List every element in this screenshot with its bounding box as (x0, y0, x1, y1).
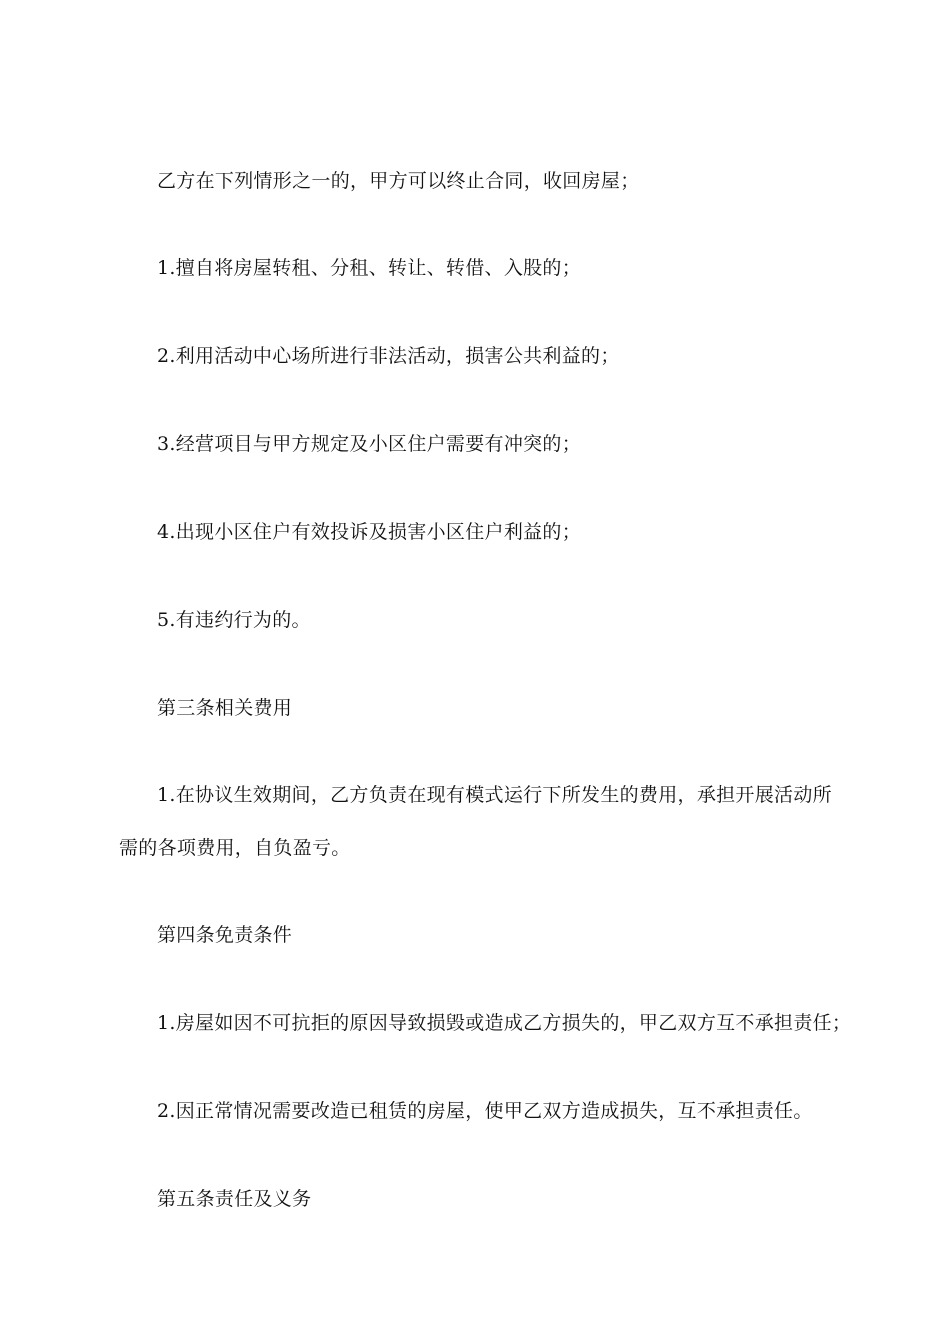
paragraph-exemption-1: 1.房屋如因不可抗拒的原因导致损毁或造成乙方损失的，甲乙双方互不承担责任； (157, 1012, 852, 1034)
section-heading-4: 第四条免责条件 (157, 924, 293, 946)
paragraph-item-4: 4.出现小区住户有效投诉及损害小区住户利益的； (157, 521, 582, 543)
paragraph-fees-line-1: 1.在协议生效期间，乙方负责在现有模式运行下所发生的费用，承担开展活动所 (157, 784, 832, 806)
section-heading-3: 第三条相关费用 (157, 697, 293, 719)
paragraph-exemption-2: 2.因正常情况需要改造已租赁的房屋，使甲乙双方造成损失，互不承担责任。 (157, 1100, 813, 1122)
paragraph-item-1: 1.擅自将房屋转租、分租、转让、转借、入股的； (157, 257, 582, 279)
paragraph-fees-line-2: 需的各项费用，自负盈亏。 (119, 837, 351, 859)
paragraph-item-3: 3.经营项目与甲方规定及小区住户需要有冲突的； (157, 433, 582, 455)
section-heading-5: 第五条责任及义务 (157, 1188, 312, 1210)
paragraph-termination-intro: 乙方在下列情形之一的，甲方可以终止合同，收回房屋； (157, 170, 640, 192)
paragraph-item-2: 2.利用活动中心场所进行非法活动，损害公共利益的； (157, 345, 620, 367)
paragraph-item-5: 5.有违约行为的。 (157, 609, 311, 631)
